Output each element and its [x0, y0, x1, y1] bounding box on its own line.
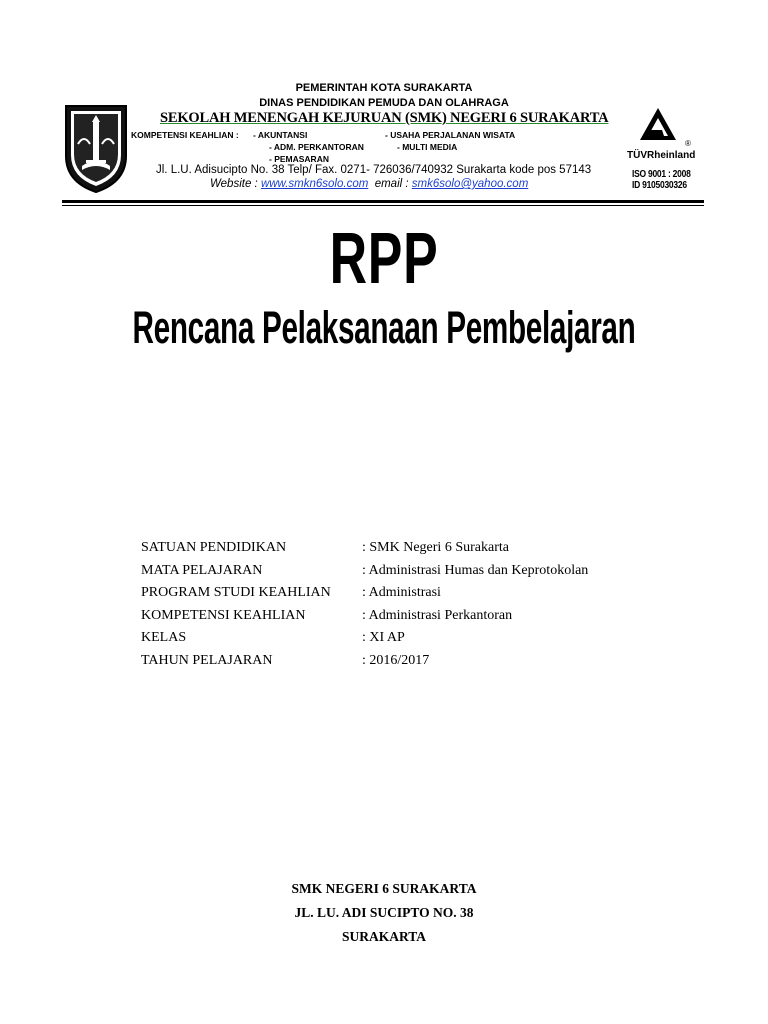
competency-item: - ADM. PERKANTORAN [269, 142, 364, 152]
info-label: SATUAN PENDIDIKAN [141, 540, 287, 555]
info-value: : XI AP [362, 630, 405, 646]
email-link[interactable]: smk6solo@yahoo.com [411, 178, 529, 190]
iso-certification: ISO 9001 : 2008 [632, 169, 691, 180]
certification-id: ID 9105030326 [632, 180, 687, 191]
info-label: TAHUN PELAJARAN [141, 652, 273, 668]
tuv-brand: TÜVRheinland [627, 150, 696, 161]
info-value: : Administrasi Perkantoran [362, 607, 513, 623]
registered-mark: ® [685, 139, 691, 148]
competency-item: - MULTI MEDIA [397, 142, 458, 152]
competency-item: - USAHA PERJALANAN WISATA [385, 130, 516, 140]
footer-city: SURAKARTA [341, 929, 427, 944]
letterhead-divider [62, 200, 704, 203]
info-value: : Administrasi [362, 585, 441, 601]
info-value: : 2016/2017 [362, 652, 430, 668]
competency-label: KOMPETENSI KEAHLIAN : [131, 130, 239, 140]
website-link[interactable]: www.smkn6solo.com [260, 178, 369, 190]
info-value: : SMK Negeri 6 Surakarta [362, 540, 509, 555]
website-label: Website : [210, 178, 258, 190]
competency-item: - PEMASARAN [269, 154, 329, 164]
info-label: KOMPETENSI KEAHLIAN [141, 607, 306, 623]
info-label: MATA PELAJARAN [141, 562, 263, 578]
info-value: : Administrasi Humas dan Keprotokolan [362, 562, 589, 578]
info-label: PROGRAM STUDI KEAHLIAN [141, 585, 331, 601]
document-title: RPP [329, 219, 439, 299]
email-label: email : [374, 178, 409, 190]
letterhead-department: DINAS PENDIDIKAN PEMUDA DAN OLAHRAGA [259, 97, 509, 109]
footer-address: JL. LU. ADI SUCIPTO NO. 38 [294, 905, 474, 920]
letterhead-contact [210, 178, 528, 190]
letterhead-school-name: SEKOLAH MENENGAH KEJURUAN (SMK) NEGERI 6 SURAKARTA [160, 110, 609, 126]
letterhead-address: Jl. L.U. Adisucipto No. 38 Telp/ Fax. 0271- 726036/740932 Surakarta kode pos 57143 [156, 164, 592, 176]
document-subtitle: Rencana Pelaksanaan Pembelajaran [132, 302, 636, 353]
footer-school: SMK NEGERI 6 SURAKARTA [291, 881, 477, 896]
letterhead-government: PEMERINTAH KOTA SURAKARTA [295, 82, 473, 94]
info-label: KELAS [141, 630, 187, 646]
city-crest-icon [64, 104, 128, 194]
competency-item: - AKUNTANSI [253, 130, 308, 140]
letterhead-divider-thin [62, 205, 704, 206]
